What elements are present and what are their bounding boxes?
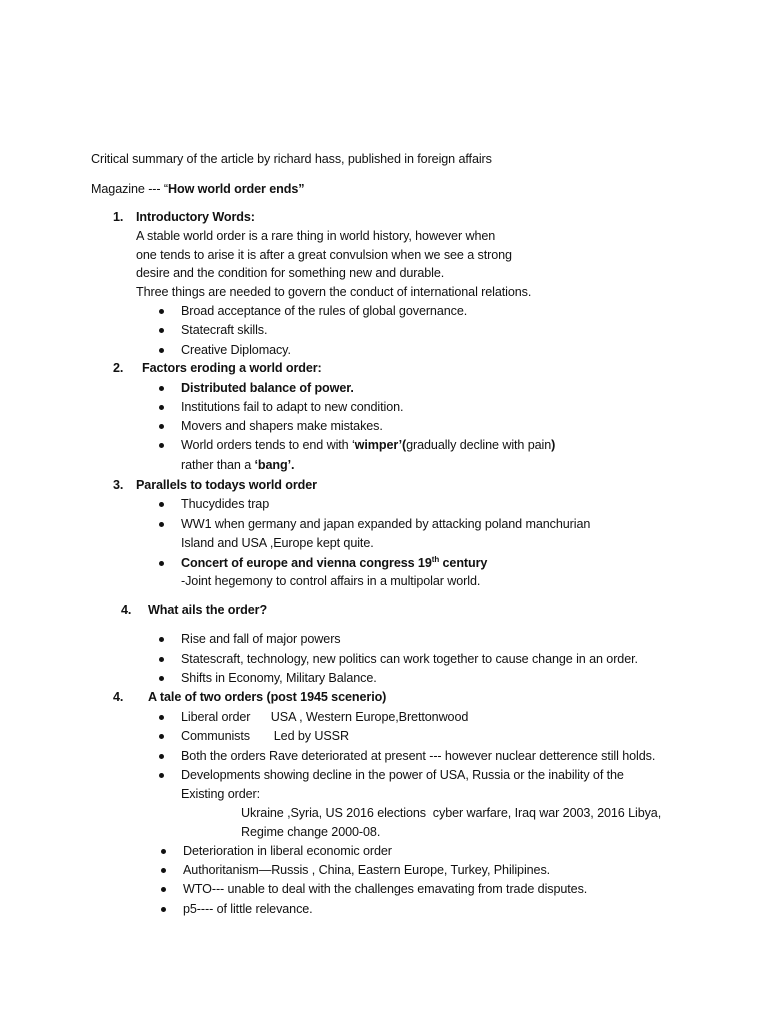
list-item: Deterioration in liberal economic order (183, 844, 392, 858)
bullet-icon (159, 405, 164, 410)
list-item: Broad acceptance of the rules of global governance. (181, 304, 468, 318)
section-1-paragraph-line: one tends to arise it is after a great convulsion when we see a strong (136, 248, 512, 262)
article-title: How world order ends” (167, 182, 305, 196)
section-1-heading: Introductory Words: (136, 210, 255, 224)
list-item-bold-text: century (439, 556, 488, 570)
list-item: Movers and shapers make mistakes. (181, 419, 383, 433)
list-item (181, 436, 555, 455)
list-item-continuation: Existing order: (181, 787, 260, 801)
list-item: WTO--- unable to deal with the challenges emavating from trade disputes. (183, 882, 588, 896)
list-item-bold-text: ) (551, 438, 556, 452)
list-item: Liberal order USA , Western Europe,Brettonwood (181, 710, 469, 724)
document-title-line-1: Critical summary of the article by richard hass, published in foreign affairs (91, 152, 492, 166)
bullet-icon (159, 309, 164, 314)
list-item: Authoritanism—Russis , China, Eastern Europe, Turkey, Philipines. (183, 863, 551, 877)
bullet-icon (159, 328, 164, 333)
bullet-icon (159, 715, 164, 720)
list-item-continuation: -Joint hegemony to control affairs in a multipolar world. (181, 574, 481, 588)
section-1-paragraph-line: Three things are needed to govern the conduct of international relations. (136, 285, 532, 299)
bullet-icon (159, 773, 164, 778)
bullet-icon (159, 734, 164, 739)
list-item-continuation (181, 456, 294, 475)
list-item: Communists Led by USSR (181, 729, 349, 743)
list-item-text: World orders tends to end with ‘ (181, 438, 355, 452)
title-prefix: Magazine --- “ (91, 182, 168, 196)
bullet-icon (159, 754, 164, 759)
list-item-sub-line: Ukraine ,Syria, US 2016 elections cyber warfare, Iraq war 2003, 2016 Libya, (241, 806, 662, 820)
document-title-line-2 (91, 180, 304, 199)
list-item: Institutions fail to adapt to new condition. (181, 400, 404, 414)
list-item-text: gradually decline with pain (406, 438, 552, 452)
section-5-heading: A tale of two orders (post 1945 scenerio) (148, 690, 387, 704)
list-item: Statescraft, technology, new politics can work together to cause change in an order. (181, 652, 638, 666)
section-3-heading: Parallels to todays world order (136, 478, 317, 492)
section-3-number: 3. (113, 478, 124, 492)
list-item-text: rather than a (181, 458, 255, 472)
section-5-number: 4. (113, 690, 124, 704)
list-item: Developments showing decline in the power of USA, Russia or the inability of the (181, 768, 624, 782)
list-item-bold-text: Concert of europe and vienna congress 19 (181, 556, 432, 570)
bullet-icon (159, 561, 164, 566)
list-item: p5---- of little relevance. (183, 902, 313, 916)
section-1-number: 1. (113, 210, 124, 224)
list-item: Statecraft skills. (181, 323, 268, 337)
section-2-heading: Factors eroding a world order: (142, 361, 322, 375)
list-item (181, 554, 487, 573)
list-item-sub-line: Regime change 2000-08. (241, 825, 381, 839)
bullet-icon (161, 907, 166, 912)
superscript: th (431, 554, 440, 564)
list-item-bold-text: wimper’( (354, 438, 407, 452)
section-1-paragraph-line: desire and the condition for something new and durable. (136, 266, 445, 280)
list-item: Rise and fall of major powers (181, 632, 341, 646)
bullet-icon (161, 887, 166, 892)
bullet-icon (159, 637, 164, 642)
bullet-icon (161, 868, 166, 873)
list-item: Creative Diplomacy. (181, 343, 291, 357)
list-item: Shifts in Economy, Military Balance. (181, 671, 377, 685)
list-item: Both the orders Rave deteriorated at present --- however nuclear detterence still holds. (181, 749, 656, 763)
list-item: WW1 when germany and japan expanded by attacking poland manchurian (181, 517, 591, 531)
bullet-icon (159, 386, 164, 391)
bullet-icon (159, 522, 164, 527)
list-item-bold-text: ‘bang’. (254, 458, 295, 472)
bullet-icon (159, 657, 164, 662)
bullet-icon (159, 443, 164, 448)
section-2-number: 2. (113, 361, 124, 375)
bullet-icon (161, 849, 166, 854)
section-4-number: 4. (121, 603, 132, 617)
section-4-heading: What ails the order? (148, 603, 268, 617)
section-1-paragraph-line: A stable world order is a rare thing in world history, however when (136, 229, 496, 243)
bullet-icon (159, 348, 164, 353)
bullet-icon (159, 424, 164, 429)
bullet-icon (159, 676, 164, 681)
list-item-continuation: Island and USA ,Europe kept quite. (181, 536, 374, 550)
list-item: Distributed balance of power. (181, 381, 354, 395)
list-item: Thucydides trap (181, 497, 270, 511)
bullet-icon (159, 502, 164, 507)
